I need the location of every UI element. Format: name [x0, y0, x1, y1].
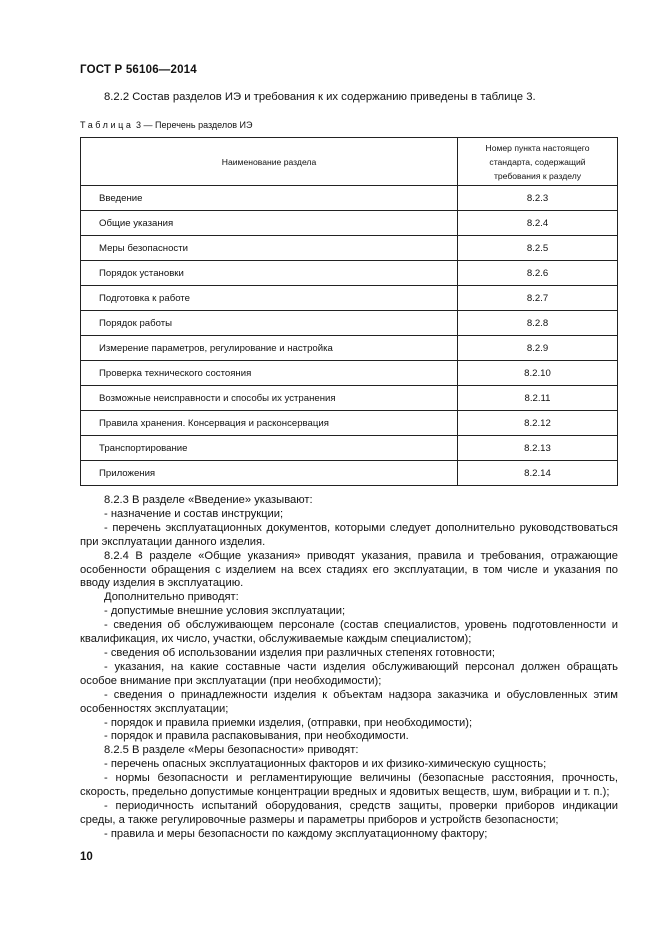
table-row	[81, 286, 618, 311]
clause-number-cell: 8.2.5	[458, 236, 618, 261]
body-paragraph: - периодичность испытаний оборудования, средств защиты, проверки приборов индикации среды, а также регулировочные размеры и параметры приборов и устройств безопасности;	[80, 799, 618, 826]
clause-number-cell: 8.2.12	[458, 411, 618, 436]
section-name-cell: Порядок установки	[81, 261, 458, 286]
clause-number-cell: 8.2.9	[458, 336, 618, 361]
body-paragraph: - указания, на какие составные части изделия обслуживающий персонал должен обращать особое внимание при эксплуатации (при необходимости);	[80, 660, 618, 687]
table-row	[81, 386, 618, 411]
clause-number-cell: 8.2.11	[458, 386, 618, 411]
body-paragraph: - перечень эксплуатационных документов, которыми следует дополнительно руководствоваться при эксплуатации данного изделия.	[80, 521, 618, 548]
body-paragraph: - сведения о принадлежности изделия к объектам надзора заказчика и обусловленных этим особенностях эксплуатации;	[80, 688, 618, 715]
body-text	[80, 494, 618, 842]
table-row	[81, 211, 618, 236]
table-caption-number: 3	[136, 120, 142, 130]
section-name-cell: Подготовка к работе	[81, 286, 458, 311]
table-row	[81, 261, 618, 286]
section-name-cell: Правила хранения. Консервация и расконсервация	[81, 411, 458, 436]
body-paragraph: - сведения об обслуживающем персонале (состав специалистов, уровень подготовленности и квалификация, их число, участки, обслуживаемые каждым специалистом);	[80, 619, 618, 646]
body-paragraph: - порядок и правила приемки изделия, (отправки, при необходимости);	[104, 716, 473, 729]
table-row	[81, 411, 618, 436]
table-row	[81, 361, 618, 386]
table-header-row	[81, 138, 618, 186]
column-header-clause-number: Номер пункта настоящего стандарта, содержащий требования к разделу	[458, 138, 618, 186]
body-paragraph: Дополнительно приводят:	[104, 591, 239, 604]
clause-number-cell: 8.2.14	[458, 461, 618, 486]
body-paragraph: - перечень опасных эксплуатационных факторов и их физико-химическую сущность;	[104, 758, 547, 771]
clause-number-cell: 8.2.6	[458, 261, 618, 286]
section-name-cell: Возможные неисправности и способы их устранения	[81, 386, 458, 411]
column-header-section-name: Наименование раздела	[81, 138, 458, 186]
body-paragraph: - порядок и правила распаковывания, при необходимости.	[104, 730, 409, 743]
body-paragraph: - допустимые внешние условия эксплуатации;	[104, 605, 346, 618]
section-name-cell: Проверка технического состояния	[81, 361, 458, 386]
clause-number-cell: 8.2.7	[458, 286, 618, 311]
section-name-cell: Порядок работы	[81, 311, 458, 336]
standard-header: ГОСТ Р 56106—2014	[80, 64, 197, 76]
clause-number-cell: 8.2.8	[458, 311, 618, 336]
table-caption-title: — Перечень разделов ИЭ	[143, 120, 253, 130]
table-row	[81, 461, 618, 486]
table-body	[81, 186, 618, 486]
body-paragraph: 8.2.3 В разделе «Введение» указывают:	[104, 494, 313, 506]
clause-number-cell: 8.2.3	[458, 186, 618, 211]
sections-table	[80, 137, 618, 486]
body-paragraph: 8.2.5 В разделе «Меры безопасности» приводят:	[104, 744, 359, 757]
clause-number-cell: 8.2.10	[458, 361, 618, 386]
table-row	[81, 186, 618, 211]
section-name-cell: Меры безопасности	[81, 236, 458, 261]
section-name-cell: Общие указания	[81, 211, 458, 236]
body-paragraph: 8.2.4 В разделе «Общие указания» приводят указания, правила и требования, отражающие особенности обращения с изделием на всех стадиях его эксплуатации, в том числе и указания по вводу изделия в эксплуатацию.	[80, 549, 618, 590]
section-name-cell: Приложения	[81, 461, 458, 486]
body-paragraph: - сведения об использовании изделия при различных степенях готовности;	[104, 646, 496, 659]
clause-number-cell: 8.2.13	[458, 436, 618, 461]
body-paragraph: - правила и меры безопасности по каждому эксплуатационному фактору;	[104, 827, 488, 840]
table-caption	[80, 120, 252, 130]
body-paragraph: - нормы безопасности и регламентирующие величины (безопасные расстояния, прочность, скорость, предельно допустимые концентрации вредных и ядовитых веществ, шум, вибрации и т. п.);	[80, 772, 618, 799]
clause-number-cell: 8.2.4	[458, 211, 618, 236]
section-name-cell: Измерение параметров, регулирование и настройка	[81, 336, 458, 361]
table-row	[81, 336, 618, 361]
table-row	[81, 236, 618, 261]
table-row	[81, 311, 618, 336]
page-number: 10	[80, 851, 93, 863]
table-row	[81, 436, 618, 461]
section-name-cell: Транспортирование	[81, 436, 458, 461]
section-name-cell: Введение	[81, 186, 458, 211]
table-caption-word: Таблица	[80, 120, 134, 130]
intro-paragraph: 8.2.2 Состав разделов ИЭ и требования к их содержанию приведены в таблице 3.	[104, 91, 536, 103]
body-paragraph: - назначение и состав инструкции;	[104, 507, 284, 520]
